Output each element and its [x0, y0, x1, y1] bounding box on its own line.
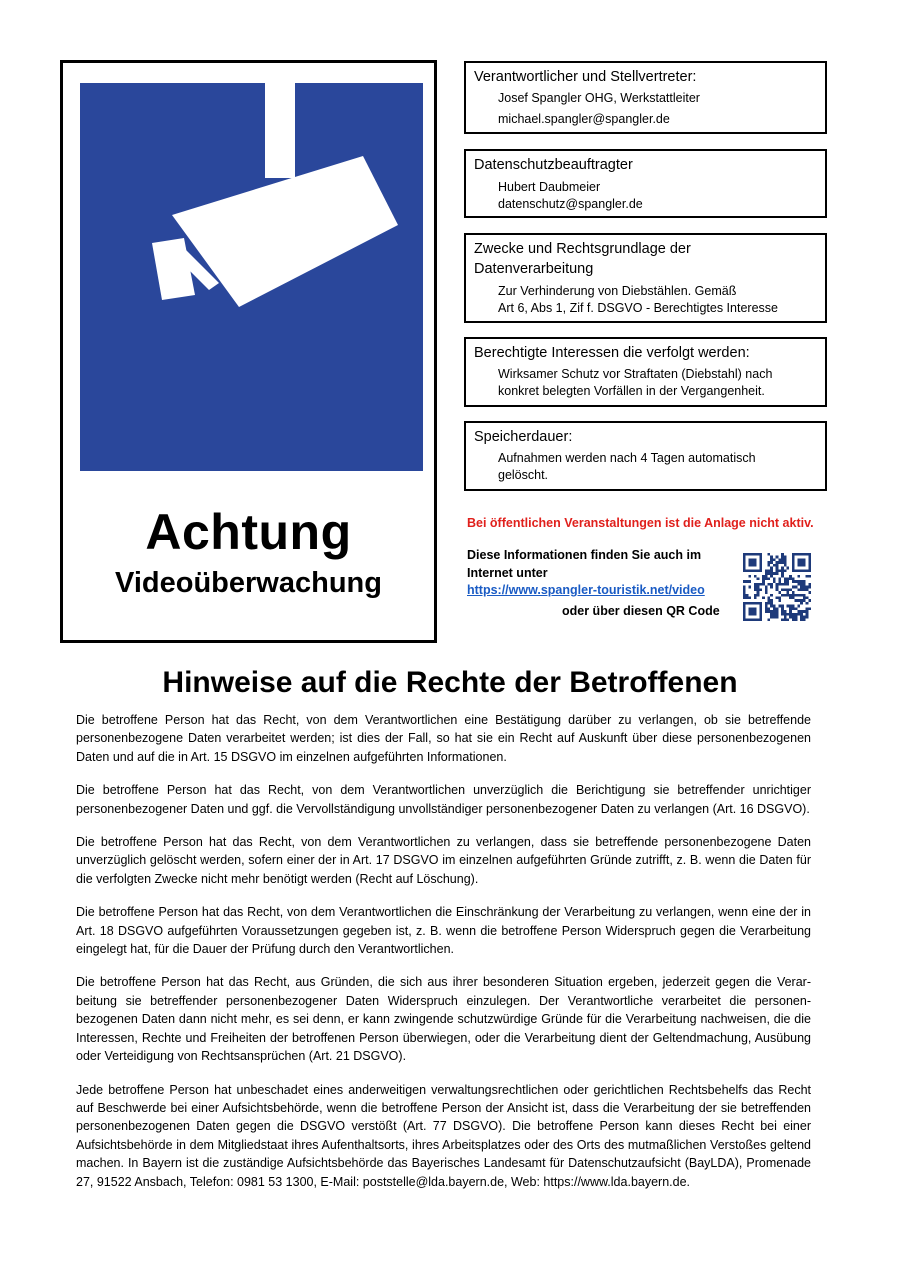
cctv-warning-sign	[60, 60, 437, 643]
storage-title: Speicherdauer:	[474, 429, 573, 445]
controller-email: michael.spangler@spangler.de	[498, 112, 670, 126]
purpose-box	[464, 233, 827, 323]
rights-paragraph-complaint: Jede betroffene Person hat unbeschadet eines anderweitigen verwaltungsrechtlichen oder gerichtlichen Rechtsbehelfs das Recht auf Beschwerde bei einer Aufsichtsbehörde, wenn die betroffene Person der Ansicht ist, dass die Verarbeitung der sie betreffenden personenbezogenen Daten gegen die DSGVO verstößt (Art. 77 DSGVO). Die betroffene Person kann dieses Recht bei einer Aufsichtsbehörde in dem Mitgliedstaat ihres Aufenthaltsorts, ihres Arbeitsplatzes oder des Orts des mutmaßlichen Verstoßes geltend machen. In Bayern ist die zuständige Aufsichtsbehörde das Bayerisches Landesamt für Datenschutzaufsicht (BayLDA), Promenade 27, 91522 Ansbach, Telefon: 0981 53 1300, E-Mail: poststelle@lda.bayern.de, Web: https://www.lda.bayern.de.	[76, 1082, 811, 1189]
web-info-line-1: Diese Informationen finden Sie auch im	[467, 548, 702, 562]
storage-line-1: Aufnahmen werden nach 4 Tagen automatisch	[498, 451, 756, 465]
qr-code-icon[interactable]	[743, 553, 811, 621]
sign-subtitle: Videoüberwachung	[115, 567, 382, 599]
purpose-title-line-2: Datenverarbeitung	[474, 261, 594, 277]
controller-name: Josef Spangler OHG, Werkstattleiter	[498, 91, 700, 105]
sign-pictogram-area	[80, 83, 423, 471]
video-info-link[interactable]: https://www.spangler-touristik.net/video	[467, 583, 705, 597]
rights-heading: Hinweise auf die Rechte der Betroffenen	[162, 666, 738, 699]
purpose-line-1: Zur Verhinderung von Diebstählen. Gemäß	[498, 284, 737, 298]
controller-title: Verantwortlicher und Stellvertreter:	[474, 69, 697, 85]
dpo-email: datenschutz@spangler.de	[498, 197, 643, 211]
rights-paragraph-restriction: Die betroffene Person hat das Recht, von dem Verantwortlichen die Einschränkung der Verarbeitung zu verlangen, wenn eine der in Art. 18 DSGVO aufgeführten Voraussetzungen gegeben ist, z. B. wenn die betroffene Person Widerspruch gegen die Verarbeitung eingelegt hat, für die Dauer der Prüfung durch den Verantwortlichen.	[76, 905, 811, 957]
rights-paragraph-objection: Die betroffene Person hat das Recht, aus Gründen, die sich aus ihrer besonderen Situation ergeben, jederzeit gegen die Verarbeitung sie betreffender personenbezogener Daten Widerspruch einzulegen. Der Verantwortliche verarbeitet die personenbezogenen Daten dann nicht mehr, es sei denn, er kann zwingende schutzwürdige Gründe für die Verarbeitung nachweisen, die die Interessen, Rechte und Freiheiten der betroffenen Person überwiegen, oder die Verarbeitung dient der Geltendmachung, Ausübung oder Verteidigung von Rechtsansprüchen (Art. 21 DSGVO).	[76, 975, 811, 1064]
web-info-line-2: Internet unter	[467, 565, 548, 580]
interests-line-2: konkret belegten Vorfällen in der Vergangenheit.	[498, 384, 765, 398]
purpose-title-line-1: Zwecke und Rechtsgrundlage der	[474, 241, 691, 257]
interests-box	[464, 337, 827, 407]
interests-line-1: Wirksamer Schutz vor Straftaten (Diebstahl) nach	[498, 367, 773, 381]
rights-paragraph-erasure: Die betroffene Person hat das Recht, von dem Verantwortlichen zu verlangen, dass sie betreffende personenbezogene Daten unverzüglich gelöscht werden, sofern einer der in Art. 17 DSGVO im einzelnen aufgeführten Gründe zutrifft, z. B. wenn die Daten für die verfolgten Zwecke nicht mehr benötigt werden (Recht auf Löschung).	[76, 835, 811, 886]
rights-paragraphs	[76, 711, 811, 1206]
rights-paragraph-access: Die betroffene Person hat das Recht, von dem Verantwortlichen eine Bestätigung darüber zu verlangen, ob sie betreffende personenbezogene Daten verarbeitet werden; ist dies der Fall, so hat sie ein Recht auf Auskunft über diese personenbezogenen Daten und auf die in Art. 15 DSGVO im einzelnen aufgeführten Informationen.	[76, 713, 811, 764]
dpo-name: Hubert Daubmeier	[498, 180, 601, 194]
storage-box	[464, 421, 827, 491]
controller-box	[464, 61, 827, 134]
rights-paragraph-rectification: Die betroffene Person hat das Recht, von dem Verantwortlichen unverzüglich die Berichtigung sie betreffender unrichtiger personenbezogener Daten und ggf. die Vervollständigung unvollständiger personenbezogener Daten zu verlangen (Art. 16 DSGVO).	[76, 783, 811, 816]
sign-title: Achtung	[145, 504, 352, 560]
web-info	[467, 547, 727, 600]
dpo-title: Datenschutzbeauftragter	[474, 157, 633, 173]
storage-line-2: gelöscht.	[498, 468, 549, 482]
qr-caption: oder über diesen QR Code	[562, 604, 720, 618]
purpose-line-2: Art 6, Abs 1, Zif f. DSGVO - Berechtigtes Interesse	[498, 301, 778, 315]
cctv-camera-icon	[80, 83, 423, 471]
dpo-box	[464, 149, 827, 218]
inactive-notice: Bei öffentlichen Veranstaltungen ist die Anlage nicht aktiv.	[467, 516, 814, 530]
interests-title: Berechtigte Interessen die verfolgt werden:	[474, 345, 750, 361]
